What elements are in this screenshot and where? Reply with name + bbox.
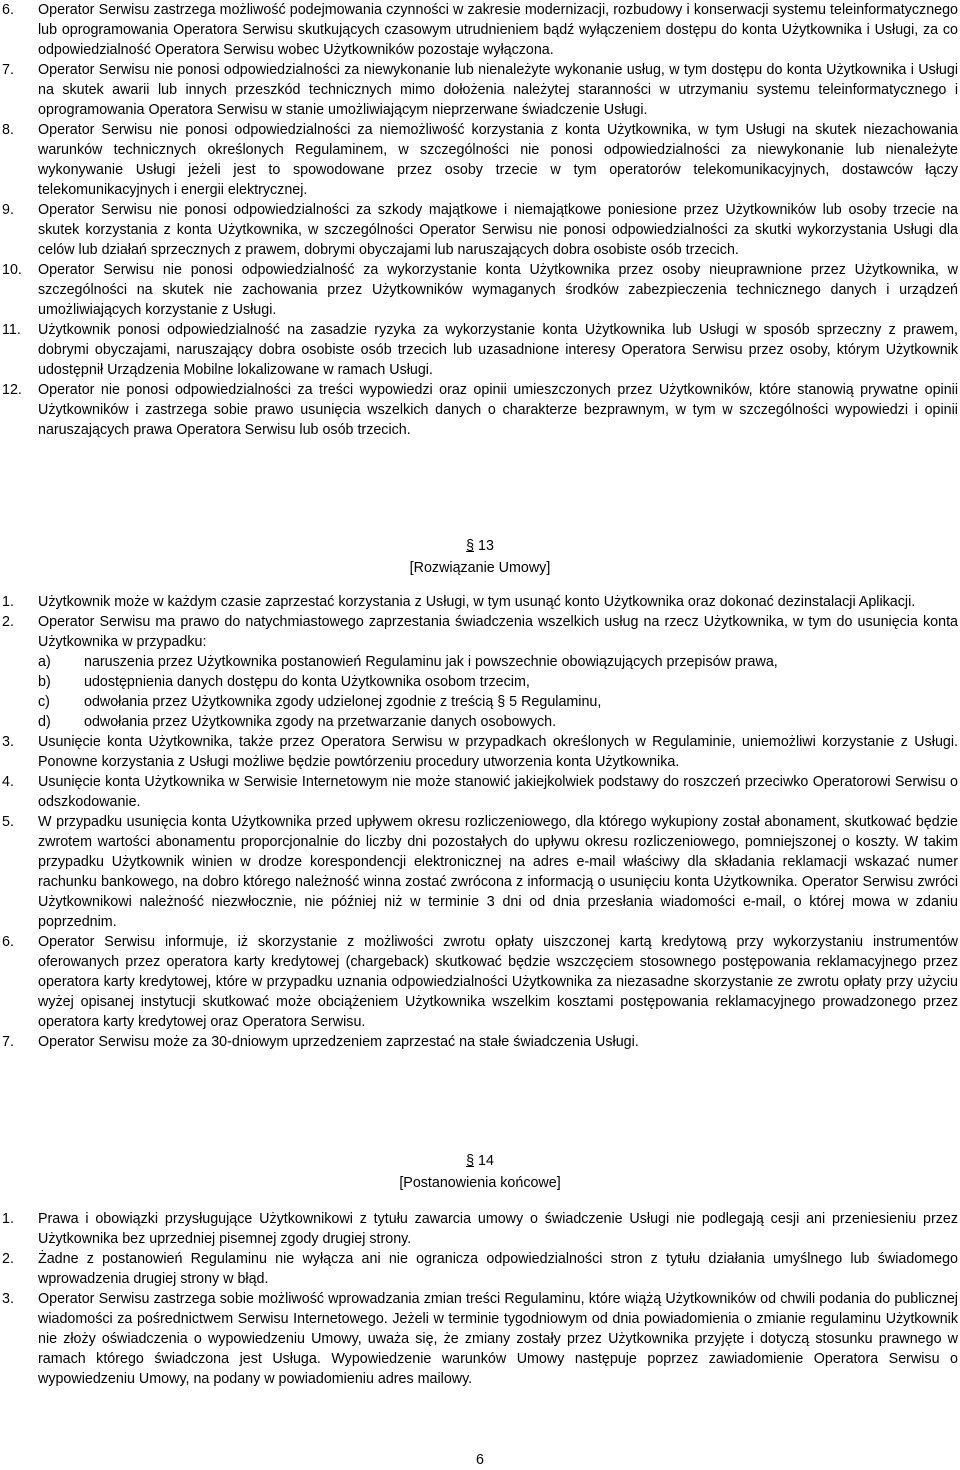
sub-item-text: odwołania przez Użytkownika zgody udzielonej zgodnie z treścią § 5 Regulaminu, — [84, 694, 602, 710]
item-number: 5. — [2, 814, 14, 830]
list-item — [0, 772, 960, 812]
item-number: 2. — [2, 614, 14, 630]
item-text: W przypadku usunięcia konta Użytkownika przed upływem okresu rozliczeniowego, dla którego wykupiony został abonament, skutkować będzie zwrotem wartości abonamentu proporcjonalnie do liczby dni pozostałych do upływu okresu rozliczeniowego, pomniejszonej o koszty. W takim przypadku Użytkownik winien w drodze korespondencji elektronicznej na adres e-mail właściwy dla składania reklamacji wskazać numer rachunku bankowego, na dobro którego należność winna zostać zwrócona z informacją o usunięciu konta Użytkownika. Operator Serwisu zwróci Użytkownikowi należność niezwłocznie, nie później niż w terminie 3 dni od dnia przesłania wiadomości e-mail, o której mowa w zdaniu poprzednim. — [38, 814, 958, 930]
item-text-block — [38, 612, 960, 732]
item-number: 6. — [2, 934, 14, 950]
item-number: 12. — [2, 382, 22, 398]
sub-item-letter: c) — [38, 694, 50, 710]
item-number: 6. — [2, 2, 14, 18]
section-14-heading — [0, 1150, 960, 1194]
sub-item — [38, 652, 958, 672]
list-item — [0, 1032, 960, 1052]
item-text: Operator Serwisu nie ponosi odpowiedzialności za szkody majątkowe i niemajątkowe poniesione przez Użytkowników lub osoby trzecie na skutek korzystania z konta Użytkownika, w szczególności Operator Serwisu nie ponosi odpowiedzialności za skutki wykorzystania Usługi dla celów lub działań sprzecznych z prawem, dobrymi obyczajami lub naruszających dobra osobiste osób trzecich. — [38, 202, 958, 258]
list-item — [0, 260, 960, 320]
item-number: 8. — [2, 122, 14, 138]
item-number: 7. — [2, 1034, 14, 1050]
section-symbol: § — [466, 538, 475, 554]
item-number: 1. — [2, 1211, 14, 1227]
item-text: Operator Serwisu nie ponosi odpowiedzialność za wykorzystanie konta Użytkownika przez osoby nieuprawnione przez Użytkownika, w szczególności na skutek nie zachowania przez Użytkowników wymaganych środków zabezpieczenia technicznego danych i urządzeń umożliwiających korzystanie z Usługi. — [38, 262, 958, 318]
section-symbol: § — [466, 1153, 475, 1169]
item-text: Usunięcie konta Użytkownika w Serwisie Internetowym nie może stanowić jakiejkolwiek podstawy do roszczeń przeciwko Operatorowi Serwisu o odszkodowanie. — [38, 774, 958, 810]
sub-item-text: udostępnienia danych dostępu do konta Użytkownika osobom trzecim, — [84, 674, 530, 690]
item-text: Usunięcie konta Użytkownika, także przez Operatora Serwisu w przypadkach określonych w Regulaminie, uniemożliwi korzystanie z Usługi. Ponowne korzystania z Usługi możliwe będzie powtórzeniu procedury utworzenia konta Użytkownika. — [38, 734, 958, 770]
list-item — [0, 612, 960, 732]
list-item — [0, 380, 960, 440]
section-14-number — [0, 1150, 960, 1172]
list-item — [0, 60, 960, 120]
list-item — [0, 1249, 960, 1289]
item-text: Operator nie ponosi odpowiedzialności za treści wypowiedzi oraz opinii umieszczonych przez Użytkowników, które stanowią prywatne opinii Użytkowników i zastrzega sobie prawo usunięcia wszelkich danych o charakterze bezprawnym, w tym w szczególności wypowiedzi i opinii naruszających prawa Operatora Serwisu lub osób trzecich. — [38, 382, 958, 438]
item-text: Operator Serwisu zastrzega możliwość podejmowania czynności w zakresie modernizacji, rozbudowy i konserwacji systemu teleinformatycznego lub oprogramowania Operatora Serwisu skutkujących czasowym utrudnieniem bądź wyłączeniem dostępu do konta Użytkownika i Usługi, za co odpowiedzialność Operatora Serwisu wobec Użytkowników pozostaje wyłączona. — [38, 2, 958, 58]
item-number: 11. — [2, 322, 21, 338]
item-text: Operator Serwisu może za 30-dniowym uprzedzeniem zaprzestać na stałe świadczenia Usługi. — [38, 1034, 639, 1050]
list-item — [0, 732, 960, 772]
section-13-title: [Rozwiązanie Umowy] — [409, 560, 551, 576]
list-item — [0, 1209, 960, 1249]
section-14-list — [0, 1209, 960, 1389]
list-item — [0, 932, 960, 1032]
list-item — [0, 812, 960, 932]
item-number: 1. — [2, 594, 14, 610]
list-item — [0, 0, 960, 60]
page-number: 6 — [476, 1452, 484, 1468]
item-text: Żadne z postanowień Regulaminu nie wyłącza ani nie ogranicza odpowiedzialności stron z tytułu działania umyślnego lub świadomego wprowadzenia drugiej strony w błąd. — [38, 1251, 958, 1287]
sub-item-text: odwołania przez Użytkownika zgody na przetwarzanie danych osobowych. — [84, 714, 557, 730]
sub-item — [38, 672, 958, 692]
list-item — [0, 1289, 960, 1389]
sub-item — [38, 712, 958, 732]
section-13-heading — [0, 535, 960, 579]
item-text: Operator Serwisu nie ponosi odpowiedzialności za niewykonanie lub nienależyte wykonanie usług, w tym dostępu do konta Użytkownika i Usługi na skutek awarii lub innych przeszkód technicznych mimo dołożenia należytej staranności w utrzymaniu systemu teleinformatycznego i oprogramowania Operatora Serwisu w stanie umożliwiającym nieprzerwane świadczenie Usługi. — [38, 62, 958, 118]
item-text: Operator Serwisu ma prawo do natychmiastowego zaprzestania świadczenia wszelkich usług na rzecz Użytkownika, w tym do usunięcia konta Użytkownika w przypadku: — [38, 614, 958, 650]
section-number: 14 — [478, 1153, 494, 1169]
section-13-list — [0, 592, 960, 1052]
item-text: Operator Serwisu nie ponosi odpowiedzialności za niemożliwość korzystania z konta Użytkownika, w tym Usługi na skutek niezachowania warunków technicznych określonych Regulaminem, w szczególności nie ponosi odpowiedzialności za niewykonanie lub nienależyte wykonywanie Usługi jeżeli jest to spowodowane przez osoby trzecie w tym operatorów telekomunikacyjnych, dostawców łączy telekomunikacyjnych i energii elektrycznej. — [38, 122, 958, 198]
item-text: Użytkownik ponosi odpowiedzialność na zasadzie ryzyka za wykorzystanie konta Użytkownika lub Usługi w sposób sprzeczny z prawem, dobrymi obyczajami, naruszający dobra osobiste osób trzecich lub uzasadnione interesy Operatora Serwisu przez osoby, którym Użytkownik udostępnił Urządzenia Mobilne lokalizowane w ramach Usługi. — [38, 322, 958, 378]
section-12-list-continued — [0, 0, 960, 440]
item-text: Operator Serwisu zastrzega sobie możliwość wprowadzania zmian treści Regulaminu, które wiążą Użytkowników od chwili podania do publicznej wiadomości za pośrednictwem Serwisu Internetowego. Jeżeli w terminie tygodniowym od dnia powiadomienia o zmianie regulaminu Użytkownik nie złoży oświadczenia o wypowiedzeniu Umowy, uważa się, że zmiany zostały przez Użytkownika przyjęte i dotyczą stosunku prawnego w ramach którego świadczona jest Usługa. Wypowiedzenie warunków Umowy następuje poprzez zawiadomienie Operatora Serwisu o wypowiedzeniu Umowy, na podany w powiadomieniu adres mailowy. — [38, 1291, 958, 1387]
section-13-number — [0, 535, 960, 557]
section-number: 13 — [478, 538, 494, 554]
item-number: 3. — [2, 1291, 14, 1307]
item-text: Operator Serwisu informuje, iż skorzystanie z możliwości zwrotu opłaty uiszczonej kartą kredytową przy wykorzystaniu instrumentów oferowanych przez operatora karty kredytowej (chargeback) skutkować będzie wszczęciem stosownego postępowania reklamacyjnego przez operatora karty kredytowej, które w przypadku uznania odpowiedzialności Użytkownika za niezasadne skorzystanie ze zwrotu opłaty przy użyciu wyżej opisanej instytucji skutkować może obciążeniem Użytkownika wszelkim kosztami postępowania reklamacyjnego prowadzonego przez operatora karty kredytowej oraz Operatora Serwisu. — [38, 934, 958, 1030]
item-number: 7. — [2, 62, 14, 78]
sub-item-letter: a) — [38, 654, 51, 670]
item-number: 4. — [2, 774, 14, 790]
sub-item-letter: b) — [38, 674, 51, 690]
sub-item-text: naruszenia przez Użytkownika postanowień Regulaminu jak i powszechnie obowiązujących przepisów prawa, — [84, 654, 778, 670]
list-item — [0, 592, 960, 612]
item-text: Użytkownik może w każdym czasie zaprzestać korzystania z Usługi, w tym usunąć konto Użytkownika oraz dokonać dezinstalacji Aplikacji. — [38, 594, 916, 610]
list-item — [0, 120, 960, 200]
sub-item-letter: d) — [38, 714, 51, 730]
item-number: 3. — [2, 734, 14, 750]
item-text: Prawa i obowiązki przysługujące Użytkownikowi z tytułu zawarcia umowy o świadczenie Usługi nie podlegają cesji ani przeniesieniu przez Użytkownika bez uprzedniej pisemnej zgody drugiej strony. — [38, 1211, 958, 1247]
item-number: 2. — [2, 1251, 14, 1267]
item-number: 9. — [2, 202, 14, 218]
item-number: 10. — [2, 262, 22, 278]
section-14-title: [Postanowienia końcowe] — [399, 1175, 561, 1191]
list-item — [0, 200, 960, 260]
list-item — [0, 320, 960, 380]
sub-item — [38, 692, 958, 712]
